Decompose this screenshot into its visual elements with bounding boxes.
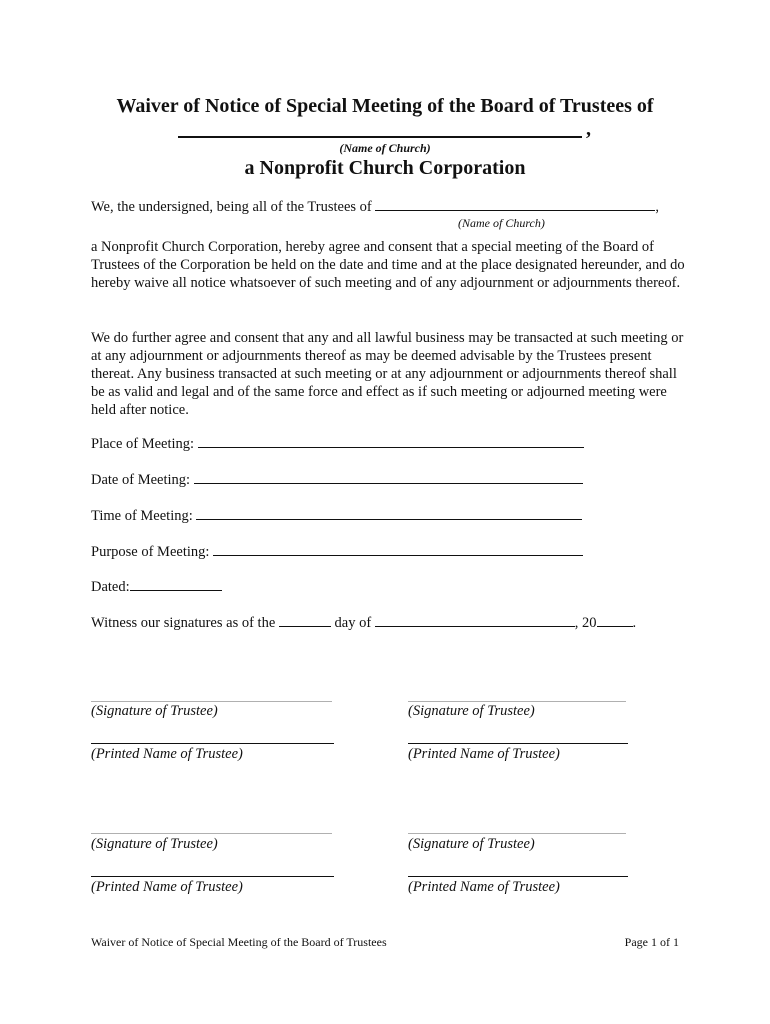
- purpose-label: Purpose of Meeting:: [91, 544, 210, 560]
- witness-day-input[interactable]: [279, 614, 331, 627]
- date-field: [91, 471, 583, 489]
- date-label: Date of Meeting:: [91, 472, 191, 488]
- time-field: [91, 507, 582, 525]
- signature-label: (Signature of Trustee): [408, 703, 535, 719]
- intro-text: We, the undersigned, being all of the Trustees of: [91, 199, 372, 215]
- signature-label: (Signature of Trustee): [91, 836, 218, 852]
- time-input[interactable]: [196, 507, 582, 520]
- signature-line[interactable]: [91, 833, 332, 834]
- date-input[interactable]: [194, 471, 583, 484]
- footer-title: Waiver of Notice of Special Meeting of the Board of Trustees: [91, 935, 387, 949]
- document-title: Waiver of Notice of Special Meeting of the Board of Trustees of: [116, 95, 654, 117]
- time-label: Time of Meeting:: [91, 508, 193, 524]
- printed-name-label: (Printed Name of Trustee): [408, 879, 560, 895]
- witness-line: [91, 614, 636, 632]
- paragraph-business: We do further agree and consent that any and all lawful business may be transacted at such meeting or at any adjournment or adjournments thereof as may be deemed advisable by the Trustees present thereat. Any business transacted at such meeting or at any adjournment or adjournments thereof shall be as valid and legal and of the same force and effect as if such meeting or adjourned meeting were held after notice.: [91, 330, 684, 418]
- witness-period: .: [632, 615, 637, 631]
- printed-name-line[interactable]: [408, 876, 628, 877]
- purpose-input[interactable]: [213, 543, 583, 556]
- place-field: [91, 435, 584, 453]
- page-number: Page 1 of 1: [624, 935, 679, 949]
- document-subtitle: a Nonprofit Church Corporation: [244, 157, 526, 179]
- purpose-field: [91, 543, 583, 561]
- intro-church-blank[interactable]: [375, 198, 655, 211]
- title-comma: ,: [586, 118, 591, 140]
- intro-line: [91, 198, 659, 216]
- printed-name-label: (Printed Name of Trustee): [91, 746, 243, 762]
- witness-day-of: day of: [334, 615, 372, 631]
- signature-line[interactable]: [91, 701, 332, 702]
- intro-comma: ,: [655, 199, 659, 215]
- dated-input[interactable]: [130, 578, 222, 591]
- church-name-blank[interactable]: [178, 120, 582, 138]
- dated-field: [91, 578, 222, 596]
- signature-line[interactable]: [408, 833, 626, 834]
- paragraph-consent: a Nonprofit Church Corporation, hereby agree and consent that a special meeting of the Board of Trustees of the Corporation be held on the date and time and at the place designated hereunder, and do hereby waive all notice whatsoever of such meeting and of any adjournment or adjournments thereof.: [91, 239, 685, 291]
- dated-label: Dated:: [91, 579, 130, 595]
- name-of-church-caption: (Name of Church): [339, 141, 431, 155]
- witness-prefix: Witness our signatures as of the: [91, 615, 276, 631]
- place-input[interactable]: [198, 435, 584, 448]
- signature-label: (Signature of Trustee): [91, 703, 218, 719]
- place-label: Place of Meeting:: [91, 436, 195, 452]
- witness-year-prefix: , 20: [574, 615, 597, 631]
- printed-name-line[interactable]: [91, 876, 334, 877]
- printed-name-line[interactable]: [408, 743, 628, 744]
- printed-name-label: (Printed Name of Trustee): [408, 746, 560, 762]
- witness-month-input[interactable]: [375, 614, 575, 627]
- intro-name-caption: (Name of Church): [458, 216, 545, 230]
- witness-year-input[interactable]: [597, 614, 633, 627]
- signature-label: (Signature of Trustee): [408, 836, 535, 852]
- signature-line[interactable]: [408, 701, 626, 702]
- printed-name-line[interactable]: [91, 743, 334, 744]
- printed-name-label: (Printed Name of Trustee): [91, 879, 243, 895]
